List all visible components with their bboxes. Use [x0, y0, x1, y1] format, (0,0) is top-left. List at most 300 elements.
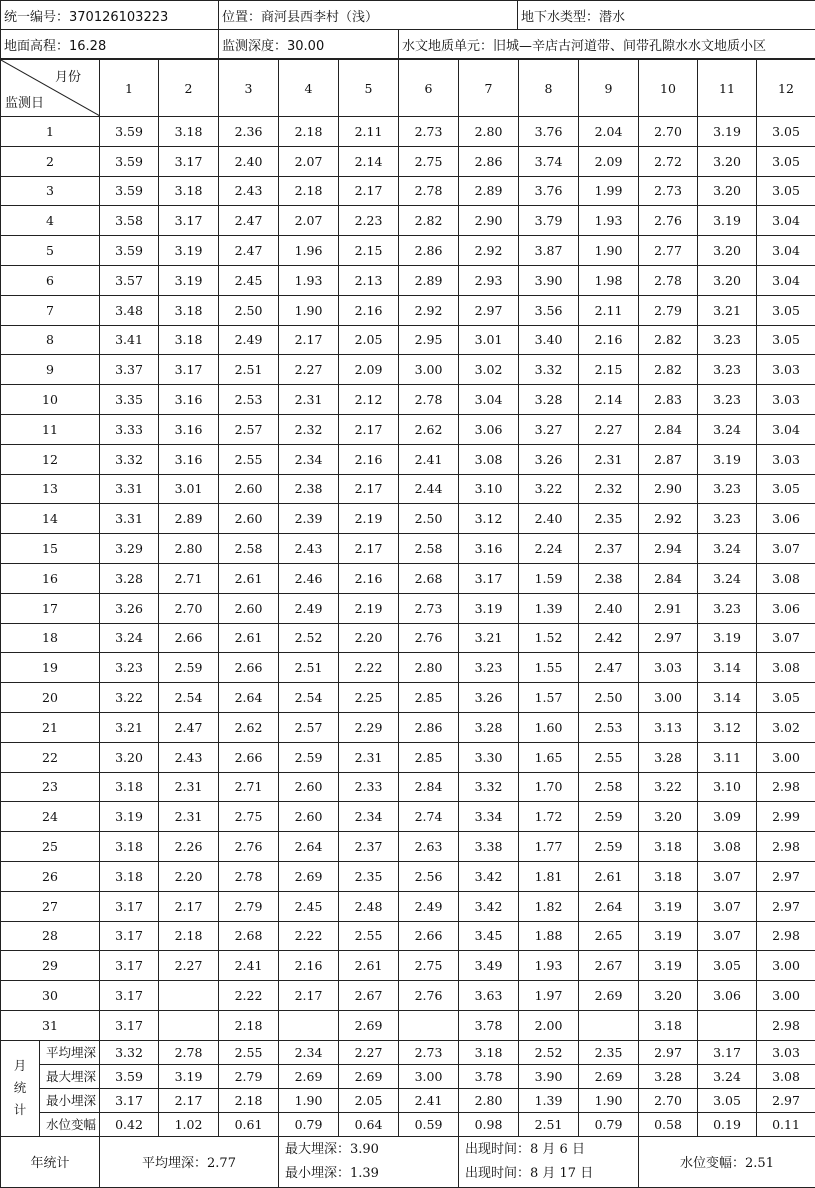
value-cell: 2.60: [279, 802, 339, 832]
value-cell: 3.07: [698, 891, 757, 921]
value-cell: 3.20: [698, 236, 757, 266]
month-header: 11: [698, 60, 757, 117]
value-cell: 2.17: [339, 474, 399, 504]
value-cell: 3.21: [698, 295, 757, 325]
stat-value: 3.00: [399, 1064, 459, 1088]
value-cell: 3.27: [519, 414, 579, 444]
table-row: [1, 146, 815, 176]
table-row: [1, 444, 815, 474]
stat-value: 3.03: [757, 1040, 815, 1064]
day-label: 10: [1, 385, 100, 415]
value-cell: 3.20: [639, 981, 698, 1011]
value-cell: 2.37: [579, 534, 639, 564]
value-cell: 3.26: [459, 683, 519, 713]
value-cell: 2.89: [159, 504, 219, 534]
value-cell: 2.43: [159, 742, 219, 772]
value-cell: 3.19: [100, 802, 159, 832]
value-cell: 2.26: [159, 832, 219, 862]
value-cell: 2.60: [219, 474, 279, 504]
value-cell: 3.17: [100, 921, 159, 951]
month-header: 8: [519, 60, 579, 117]
value-cell: 2.76: [399, 981, 459, 1011]
value-cell: 2.82: [399, 206, 459, 236]
value-cell: 2.11: [339, 117, 399, 147]
value-cell: 3.20: [639, 802, 698, 832]
value-cell: 2.64: [279, 832, 339, 862]
value-cell: 2.78: [399, 176, 459, 206]
value-cell: 3.17: [459, 563, 519, 593]
value-cell: 2.97: [639, 623, 698, 653]
table-row: [1, 921, 815, 951]
value-cell: 3.10: [459, 474, 519, 504]
stat-value: 2.51: [519, 1112, 579, 1136]
value-cell: 2.64: [219, 683, 279, 713]
stat-value: 3.18: [459, 1040, 519, 1064]
value-cell: 2.54: [279, 683, 339, 713]
value-cell: 3.08: [757, 563, 815, 593]
value-cell: 3.42: [459, 861, 519, 891]
value-cell: 2.69: [279, 861, 339, 891]
day-label: 26: [1, 861, 100, 891]
value-cell: 3.23: [698, 325, 757, 355]
value-cell: 3.03: [757, 355, 815, 385]
day-label: 6: [1, 265, 100, 295]
value-cell: 2.80: [459, 117, 519, 147]
value-cell: 2.70: [639, 117, 698, 147]
value-cell: 2.14: [339, 146, 399, 176]
value-cell: 1.60: [519, 712, 579, 742]
value-cell: 2.98: [757, 921, 815, 951]
stat-value: 3.19: [159, 1064, 219, 1088]
value-cell: 2.80: [399, 653, 459, 683]
value-cell: 2.72: [639, 146, 698, 176]
value-cell: 3.37: [100, 355, 159, 385]
day-label: 23: [1, 772, 100, 802]
value-cell: 2.29: [339, 712, 399, 742]
value-cell: 3.58: [100, 206, 159, 236]
day-label: 3: [1, 176, 100, 206]
value-cell: 3.19: [698, 206, 757, 236]
value-cell: 1.90: [579, 236, 639, 266]
value-cell: 3.20: [698, 146, 757, 176]
value-cell: 2.65: [579, 921, 639, 951]
value-cell: 3.28: [459, 712, 519, 742]
value-cell: 3.09: [698, 802, 757, 832]
value-cell: 2.76: [399, 623, 459, 653]
annual-times: [459, 1136, 639, 1187]
value-cell: 2.17: [279, 981, 339, 1011]
value-cell: 1.55: [519, 653, 579, 683]
value-cell: 2.55: [339, 921, 399, 951]
value-cell: 2.20: [339, 623, 399, 653]
value-cell: 2.19: [339, 593, 399, 623]
stat-row: [1, 1064, 815, 1088]
value-cell: 3.76: [519, 117, 579, 147]
value-cell: 3.20: [100, 742, 159, 772]
table-row: [1, 1010, 815, 1040]
day-label: 28: [1, 921, 100, 951]
value-cell: 2.73: [639, 176, 698, 206]
value-cell: 2.92: [459, 236, 519, 266]
value-cell: 2.62: [399, 414, 459, 444]
value-cell: 3.19: [459, 593, 519, 623]
value-cell: 3.23: [698, 385, 757, 415]
value-cell: 3.06: [757, 504, 815, 534]
value-cell: 3.08: [698, 832, 757, 862]
value-cell: 2.58: [399, 534, 459, 564]
stat-value: 0.19: [698, 1112, 757, 1136]
value-cell: 3.19: [159, 236, 219, 266]
value-cell: 2.45: [219, 265, 279, 295]
stat-value: 1.90: [279, 1088, 339, 1112]
value-cell: 2.67: [579, 951, 639, 981]
value-cell: 2.83: [639, 385, 698, 415]
value-cell: 3.07: [757, 623, 815, 653]
value-cell: 2.76: [219, 832, 279, 862]
value-cell: 1.96: [279, 236, 339, 266]
day-label: 16: [1, 563, 100, 593]
value-cell: 3.17: [100, 981, 159, 1011]
value-cell: 2.76: [639, 206, 698, 236]
value-cell: 2.89: [459, 176, 519, 206]
table-row: [1, 683, 815, 713]
day-label: 30: [1, 981, 100, 1011]
value-cell: 2.97: [757, 891, 815, 921]
value-cell: 3.23: [698, 593, 757, 623]
value-cell: 3.05: [757, 176, 815, 206]
value-cell: 2.73: [399, 117, 459, 147]
value-cell: 2.16: [279, 951, 339, 981]
value-cell: 1.65: [519, 742, 579, 772]
stat-value: 2.97: [639, 1040, 698, 1064]
table-row: [1, 295, 815, 325]
value-cell: 3.01: [459, 325, 519, 355]
value-cell: 3.35: [100, 385, 159, 415]
value-cell: 2.80: [159, 534, 219, 564]
value-cell: 2.98: [757, 1010, 815, 1040]
value-cell: 1.81: [519, 861, 579, 891]
value-cell: 2.66: [219, 742, 279, 772]
value-cell: [159, 981, 219, 1011]
table-row: [1, 355, 815, 385]
value-cell: 2.47: [219, 206, 279, 236]
value-cell: 2.51: [219, 355, 279, 385]
value-cell: 1.72: [519, 802, 579, 832]
stat-value: 3.90: [519, 1064, 579, 1088]
value-cell: 2.79: [639, 295, 698, 325]
value-cell: 2.95: [399, 325, 459, 355]
value-cell: 2.73: [399, 593, 459, 623]
water-type: 地下水类型：潜水: [518, 1, 815, 30]
day-label: 14: [1, 504, 100, 534]
value-cell: 3.79: [519, 206, 579, 236]
value-cell: 3.12: [698, 712, 757, 742]
stat-value: 1.39: [519, 1088, 579, 1112]
stat-row: [1, 1112, 815, 1136]
value-cell: [159, 1010, 219, 1040]
value-cell: 2.53: [579, 712, 639, 742]
value-cell: 3.48: [100, 295, 159, 325]
value-cell: 1.82: [519, 891, 579, 921]
day-label: 31: [1, 1010, 100, 1040]
value-cell: 3.57: [100, 265, 159, 295]
value-cell: 2.39: [279, 504, 339, 534]
value-cell: 2.20: [159, 861, 219, 891]
value-cell: 2.66: [399, 921, 459, 951]
stat-value: 2.69: [339, 1064, 399, 1088]
value-cell: 2.35: [339, 861, 399, 891]
value-cell: 3.18: [100, 861, 159, 891]
value-cell: 2.61: [219, 563, 279, 593]
day-label: 24: [1, 802, 100, 832]
day-label: 22: [1, 742, 100, 772]
value-cell: 2.57: [219, 414, 279, 444]
value-cell: 3.34: [459, 802, 519, 832]
value-cell: 2.00: [519, 1010, 579, 1040]
day-label: 1: [1, 117, 100, 147]
stat-value: 0.42: [100, 1112, 159, 1136]
value-cell: 2.89: [399, 265, 459, 295]
value-cell: 2.17: [159, 891, 219, 921]
stat-value: 2.97: [757, 1088, 815, 1112]
value-cell: 1.93: [579, 206, 639, 236]
value-cell: 3.59: [100, 236, 159, 266]
value-cell: 2.12: [339, 385, 399, 415]
stat-value: 3.32: [100, 1040, 159, 1064]
value-cell: 2.70: [159, 593, 219, 623]
value-cell: 3.04: [757, 414, 815, 444]
value-cell: 2.58: [219, 534, 279, 564]
table-row: [1, 981, 815, 1011]
value-cell: 2.16: [579, 325, 639, 355]
value-cell: 2.22: [339, 653, 399, 683]
value-cell: 2.11: [579, 295, 639, 325]
day-label: 19: [1, 653, 100, 683]
table-row: [1, 176, 815, 206]
value-cell: 2.37: [339, 832, 399, 862]
day-label: 12: [1, 444, 100, 474]
day-label: 13: [1, 474, 100, 504]
table-row: [1, 951, 815, 981]
value-cell: 2.43: [219, 176, 279, 206]
value-cell: 2.18: [279, 176, 339, 206]
stat-value: 3.78: [459, 1064, 519, 1088]
stat-label: 平均埋深: [40, 1040, 100, 1064]
value-cell: 2.86: [399, 236, 459, 266]
stat-value: 0.58: [639, 1112, 698, 1136]
value-cell: 3.19: [698, 444, 757, 474]
value-cell: 2.75: [399, 146, 459, 176]
value-cell: 2.43: [279, 534, 339, 564]
value-cell: 2.04: [579, 117, 639, 147]
value-cell: 2.40: [219, 146, 279, 176]
value-cell: 2.18: [219, 1010, 279, 1040]
stat-value: 2.79: [219, 1064, 279, 1088]
stat-value: 3.24: [698, 1064, 757, 1088]
value-cell: 3.38: [459, 832, 519, 862]
value-cell: 2.15: [579, 355, 639, 385]
value-cell: 3.11: [698, 742, 757, 772]
stat-value: 3.28: [639, 1064, 698, 1088]
value-cell: 3.18: [159, 117, 219, 147]
annual-max: 最大埋深：3.90: [285, 1138, 458, 1162]
value-cell: 3.23: [698, 504, 757, 534]
stat-value: 0.64: [339, 1112, 399, 1136]
day-label: 9: [1, 355, 100, 385]
value-cell: 3.00: [399, 355, 459, 385]
value-cell: 3.13: [639, 712, 698, 742]
value-cell: 3.74: [519, 146, 579, 176]
stat-value: 0.79: [279, 1112, 339, 1136]
value-cell: 2.59: [579, 832, 639, 862]
value-cell: 3.04: [757, 236, 815, 266]
value-cell: 3.03: [757, 385, 815, 415]
value-cell: 2.35: [579, 504, 639, 534]
value-cell: 2.17: [339, 534, 399, 564]
value-cell: 3.59: [100, 117, 159, 147]
month-axis-label: 月份: [55, 66, 81, 85]
stat-value: 0.61: [219, 1112, 279, 1136]
value-cell: 3.05: [757, 325, 815, 355]
value-cell: 2.36: [219, 117, 279, 147]
value-cell: 3.23: [100, 653, 159, 683]
value-cell: 3.42: [459, 891, 519, 921]
stat-value: 2.69: [579, 1064, 639, 1088]
day-label: 20: [1, 683, 100, 713]
value-cell: 2.51: [279, 653, 339, 683]
value-cell: 2.41: [399, 444, 459, 474]
value-cell: [279, 1010, 339, 1040]
value-cell: 3.16: [159, 414, 219, 444]
month-header: 1: [100, 60, 159, 117]
value-cell: 3.06: [698, 981, 757, 1011]
value-cell: 2.75: [399, 951, 459, 981]
value-cell: 3.10: [698, 772, 757, 802]
table-row: [1, 623, 815, 653]
value-cell: 2.71: [219, 772, 279, 802]
value-cell: 2.55: [579, 742, 639, 772]
value-cell: 2.84: [399, 772, 459, 802]
value-cell: 1.97: [519, 981, 579, 1011]
value-cell: 3.32: [100, 444, 159, 474]
value-cell: 2.79: [219, 891, 279, 921]
monitoring-depth: 监测深度：30.00: [219, 30, 399, 59]
value-cell: 1.57: [519, 683, 579, 713]
value-cell: 3.04: [757, 265, 815, 295]
value-cell: 2.85: [399, 683, 459, 713]
value-cell: [579, 1010, 639, 1040]
value-cell: 2.47: [219, 236, 279, 266]
stat-value: 2.78: [159, 1040, 219, 1064]
value-cell: 2.14: [579, 385, 639, 415]
value-cell: 2.47: [159, 712, 219, 742]
stat-label: 最小埋深: [40, 1088, 100, 1112]
value-cell: 3.02: [459, 355, 519, 385]
table-row: [1, 236, 815, 266]
value-cell: 2.41: [219, 951, 279, 981]
table-row: [1, 891, 815, 921]
value-cell: 2.58: [579, 772, 639, 802]
value-cell: 2.86: [399, 712, 459, 742]
value-cell: 3.18: [100, 832, 159, 862]
value-cell: 3.23: [698, 474, 757, 504]
stat-value: 2.55: [219, 1040, 279, 1064]
annual-label: 年统计: [1, 1136, 100, 1187]
stat-value: 2.27: [339, 1040, 399, 1064]
value-cell: 3.16: [159, 385, 219, 415]
value-cell: 2.84: [639, 563, 698, 593]
table-row: [1, 206, 815, 236]
value-cell: 2.78: [399, 385, 459, 415]
value-cell: 2.16: [339, 444, 399, 474]
value-cell: 3.00: [757, 951, 815, 981]
value-cell: 3.07: [698, 921, 757, 951]
month-header: 9: [579, 60, 639, 117]
stat-value: 0.11: [757, 1112, 815, 1136]
value-cell: 3.87: [519, 236, 579, 266]
value-cell: 3.20: [698, 176, 757, 206]
value-cell: 1.77: [519, 832, 579, 862]
value-cell: 3.02: [757, 712, 815, 742]
month-header: 10: [639, 60, 698, 117]
value-cell: 3.59: [100, 146, 159, 176]
value-cell: 1.90: [279, 295, 339, 325]
value-cell: 3.18: [159, 295, 219, 325]
value-cell: 3.14: [698, 683, 757, 713]
day-label: 5: [1, 236, 100, 266]
value-cell: 3.63: [459, 981, 519, 1011]
value-cell: 2.59: [579, 802, 639, 832]
stat-label: 水位变幅: [40, 1112, 100, 1136]
value-cell: 1.93: [279, 265, 339, 295]
stat-value: 3.17: [698, 1040, 757, 1064]
day-label: 27: [1, 891, 100, 921]
value-cell: 2.19: [339, 504, 399, 534]
value-cell: 2.42: [579, 623, 639, 653]
month-header: 6: [399, 60, 459, 117]
value-cell: 2.17: [339, 414, 399, 444]
value-cell: 1.93: [519, 951, 579, 981]
value-cell: 1.99: [579, 176, 639, 206]
value-cell: 2.16: [339, 563, 399, 593]
value-cell: 3.16: [159, 444, 219, 474]
stat-value: 0.59: [399, 1112, 459, 1136]
value-cell: 3.33: [100, 414, 159, 444]
value-cell: 3.17: [100, 951, 159, 981]
value-cell: 3.08: [757, 653, 815, 683]
value-cell: 3.21: [459, 623, 519, 653]
value-cell: 2.49: [279, 593, 339, 623]
value-cell: 3.18: [639, 861, 698, 891]
value-cell: 3.08: [459, 444, 519, 474]
value-cell: 3.05: [757, 117, 815, 147]
value-cell: 3.01: [159, 474, 219, 504]
value-cell: 3.05: [757, 683, 815, 713]
value-cell: 3.05: [698, 951, 757, 981]
month-header: 3: [219, 60, 279, 117]
day-label: 4: [1, 206, 100, 236]
value-cell: 3.21: [100, 712, 159, 742]
value-cell: 2.45: [279, 891, 339, 921]
stat-value: 2.17: [159, 1088, 219, 1112]
value-cell: 2.18: [159, 921, 219, 951]
stat-value: 2.41: [399, 1088, 459, 1112]
value-cell: 2.31: [339, 742, 399, 772]
stat-value: 1.02: [159, 1112, 219, 1136]
value-cell: 2.22: [279, 921, 339, 951]
stat-value: 2.18: [219, 1088, 279, 1112]
value-cell: 2.98: [757, 832, 815, 862]
